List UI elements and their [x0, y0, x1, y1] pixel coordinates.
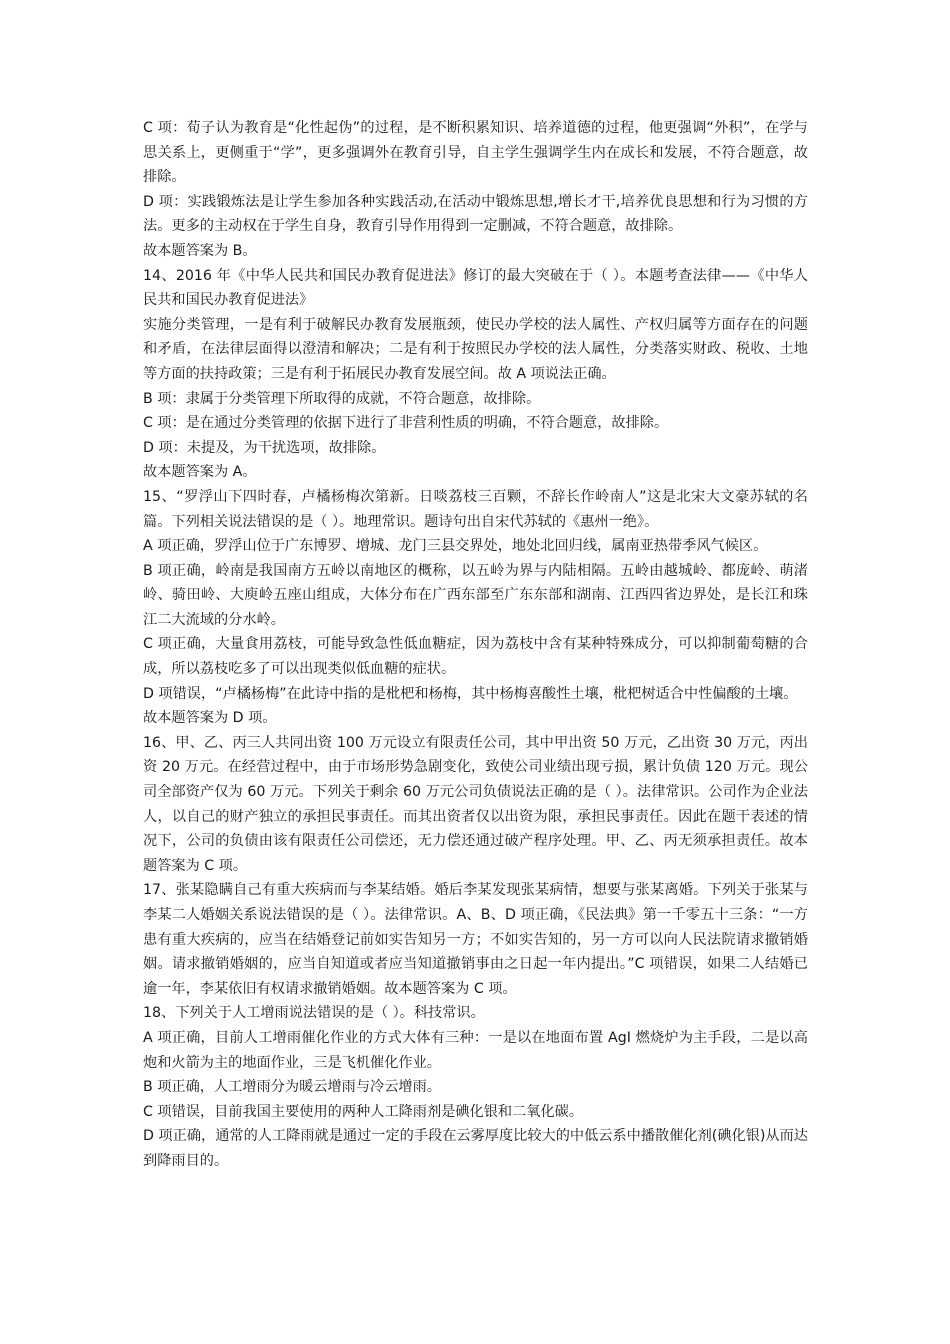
- paragraph-15-option-d: D 项错误，“卢橘杨梅”在此诗中指的是枇杷和杨梅，其中杨梅喜酸性土壤，枇杷树适合中性偏酸的土壤。: [143, 685, 798, 702]
- paragraph-15-option-c: C 项正确，大量食用荔枝，可能导致急性低血糖症，因为荔枝中含有某种特殊成分，可以抑制葡萄糖的合成，所以荔枝吃多了可以出现类似低血糖的症状。: [143, 636, 808, 678]
- paragraph-15-option-b: B 项正确，岭南是我国南方五岭以南地区的概称，以五岭为界与内陆相隔。五岭由越城岭、都庞岭、萌渚岭、骑田岭、大庾岭五座山组成，大体分布在广西东部至广东东部和湖南、江西四省边界处，是长江和珠江二大流域的分水岭。: [143, 562, 808, 628]
- paragraph-18-option-b: B 项正确，人工增雨分为暖云增雨与冷云增雨。: [143, 1079, 441, 1096]
- paragraph-c-option-xunzi: C 项：荀子认为教育是“化性起伪”的过程，是不断积累知识、培养道德的过程，他更强调“外积”，在学与思关系上，更侧重于“学”，更多强调外在教育引导，自主学生强调学生内在成长和发展，不符合题意，故排除。: [143, 120, 808, 186]
- paragraph-question-17: 17、张某隐瞒自己有重大疾病而与李某结婚。婚后李某发现张某病情，想要与张某离婚。下列关于张某与李某二人婚姻关系说法错误的是（ ）。法律常识。A、B、D 项正确，《民法典》第一千零五十三条：“一方患有重大疾病的，应当在结婚登记前如实告知另一方；不如实告知的，另一方可以向人民法院请求撤销婚姻。请求撤销婚姻的，应当自知道或者应当知道撤销事由之日起一年内提出。”C 项错误，如果二人结婚已逾一年，李某依旧有权请求撤销婚姻。故本题答案为 C 项。: [143, 882, 808, 997]
- paragraph-18-option-c: C 项错误，目前我国主要使用的两种人工降雨剂是碘化银和二氧化碳。: [143, 1103, 584, 1120]
- paragraph-answer-15: 故本题答案为 D 项。: [143, 710, 277, 727]
- paragraph-answer-13: 故本题答案为 B。: [143, 242, 257, 259]
- paragraph-14-option-c: C 项：是在通过分类管理的依据下进行了非营利性质的明确，不符合题意，故排除。: [143, 415, 669, 432]
- paragraph-18-option-a: A 项正确，目前人工增雨催化作业的方式大体有三种：一是以在地面布置 AgI 燃烧炉为主手段，二是以高炮和火箭为主的地面作业，三是飞机催化作业。: [143, 1029, 808, 1071]
- paragraph-14-option-d: D 项：未提及，为干扰选项，故排除。: [143, 439, 386, 456]
- paragraph-question-15: 15、“罗浮山下四时春，卢橘杨梅次第新。日啖荔枝三百颗，不辞长作岭南人”这是北宋大文豪苏轼的名篇。下列相关说法错误的是（ ）。地理常识。题诗句出自宋代苏轼的《惠州一绝》。: [143, 488, 808, 530]
- paragraph-15-option-a: A 项正确，罗浮山位于广东博罗、增城、龙门三县交界处，地处北回归线，属南亚热带季风气候区。: [143, 538, 768, 555]
- paragraph-d-option-practice: D 项：实践锻炼法是让学生参加各种实践活动,在活动中锻炼思想,增长才干,培养优良思想和行为习惯的方法。更多的主动权在于学生自身，教育引导作用得到一定删减，不符合题意，故排除。: [143, 193, 808, 235]
- paragraph-14-option-b: B 项：隶属于分类管理下所取得的成就，不符合题意，故排除。: [143, 390, 541, 407]
- paragraph-question-14: 14、2016 年《中华人民共和国民办教育促进法》修订的最大突破在于（ ）。本题考查法律——《中华人民共和国民办教育促进法》: [143, 267, 808, 309]
- paragraph-question-16: 16、甲、乙、丙三人共同出资 100 万元设立有限责任公司，其中甲出资 50 万元，乙出资 30 万元，丙出资 20 万元。在经营过程中，由于市场形势急剧变化，致使公司业绩出现亏损，累计负债 120 万元。现公司全部资产仅为 60 万元。下列关于剩余 60 万元公司负债说法正确的是（ ）。法律常识。公司作为企业法人，以自己的财产独立的承担民事责任。而其出资者仅以出资为限，承担民事责任。因此在题干表述的情况下，公司的负债由该有限责任公司偿还，无力偿还通过破产程序处理。甲、乙、丙无须承担责任。故本题答案为 C 项。: [143, 734, 808, 874]
- paragraph-answer-14: 故本题答案为 A。: [143, 464, 257, 481]
- paragraph-14-explanation: 实施分类管理，一是有利于破解民办教育发展瓶颈，使民办学校的法人属性、产权归属等方面存在的问题和矛盾，在法律层面得以澄清和解决；二是有利于按照民办学校的法人属性，分类落实财政、税收、土地等方面的扶持政策；三是有利于拓展民办教育发展空间。故 A 项说法正确。: [143, 316, 808, 382]
- paragraph-question-18: 18、下列关于人工增雨说法错误的是（ ）。科技常识。: [143, 1005, 485, 1022]
- paragraph-18-option-d: D 项正确，通常的人工降雨就是通过一定的手段在云雾厚度比较大的中低云系中播散催化剂(碘化银)从而达到降雨目的。: [143, 1128, 808, 1169]
- document-page: [143, 116, 808, 1174]
